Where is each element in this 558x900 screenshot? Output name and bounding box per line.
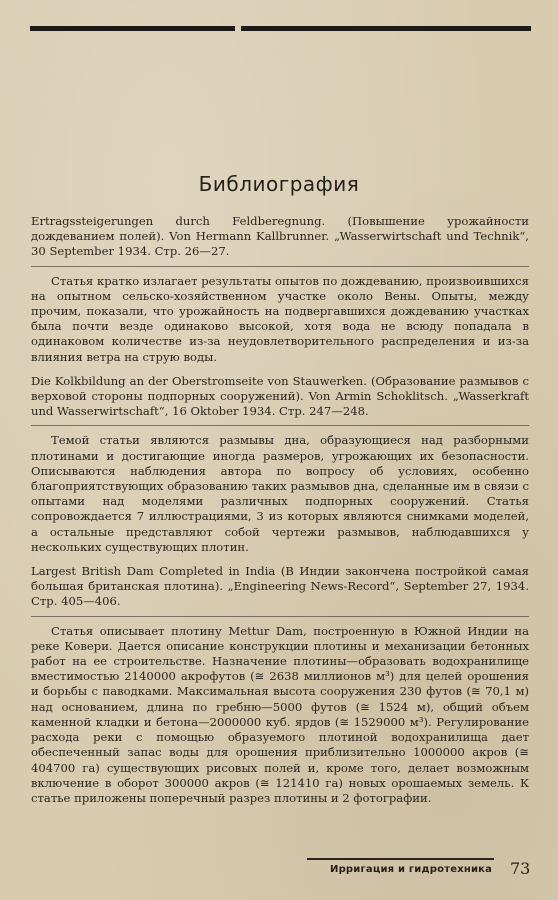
bibliography-entry (31, 374, 529, 555)
entry-citation: Ertragssteigerungen durch Feldberegnung. (Повышение урожайности дождеванием полей). Von Hermann Kallbrunner. „Wasserwirtschaft und Technik“, 30 September 1934. Стр. 26—27. (31, 214, 529, 267)
bibliography-entry (31, 214, 529, 365)
journal-name: Ирригация и гидротехника (330, 864, 493, 875)
entry-summary: Статья описывает плотину Mettur Dam, построенную в Южной Индии на реке Ковери. Дается описание конструкции плотины и механизации бетонных работ на ее строительстве. Назначение плотины—образовать водохранилище вместимостью 2140000 акрофутов (≅ 2638 миллионов м³) для целей орошения и борьбы с паводками. Максимальная высота сооружения 230 футов (≅ 70,1 м) над основанием, длина по гребню—5000 футов (≅ 1524 м), общий объем каменной кладки и бетона—2000000 куб. ярдов (≅ 1529000 м³). Регулирование расхода реки с помощью образуемого плотиной водохранилища дает обеспеченный запас воды для орошения приблизительно 1000000 акров (≅ 404700 га) существующих рисовых полей и, кроме того, делает возможным включение в оборот 300000 акров (≅ 121410 га) новых орошаемых земель. К статье приложены поперечный разрез плотины и 2 фотографии. (31, 623, 529, 805)
entry-citation: Die Kolkbildung an der Oberstromseite von Stauwerken. (Образование размывов с верховой стороны подпорных сооружений). Von Armin Schoklitsch. „Wasserkraft und Wasserwirtschaft“, 16 Oktober 1934. Стр. 247—248. (31, 374, 529, 427)
page-number: 73 (510, 859, 531, 878)
entry-summary: Статья кратко излагает результаты опытов по дождеванию, произвоившихся на опытном сельско-хозяйственном участке около Вены. Опыты, между прочим, показали, что урожайность на подвергавшихся дождеванию участках была почти везде одинаково высокой, хотя вода не всюду попадала в одинаковом количестве из-за неудовлетворительного распределения и из-за влияния ветра на струю воды. (31, 273, 529, 364)
entry-summary: Темой статьи являются размывы дна, образующиеся над разборными плотинами и достигающие иногда размеров, угрожающих их безопасности. Описываются наблюдения автора по вопросу об условиях, особенно благоприятствующих образованию таких размывов дна, сделанные им в связи с опытами над моделями различных подпорных сооружений. Статья сопровождается 7 иллюстрациями, 3 из которых являются снимками моделей, а остальные представляют собой чертежи размывов, наблюдавшихся у нескольких существующих плотин. (31, 433, 529, 554)
entry-citation: Largest British Dam Completed in India (В Индии закончена постройкой самая большая британская плотина). „Engineering News-Record“, September 27, 1934. Стр. 405—406. (31, 564, 529, 617)
footer-rule (307, 858, 494, 860)
page-title: Библиография (198, 172, 360, 196)
bibliography-list (31, 214, 529, 815)
bibliography-entry (31, 564, 529, 806)
top-rule-right (241, 26, 531, 31)
top-rule-left (30, 26, 235, 31)
